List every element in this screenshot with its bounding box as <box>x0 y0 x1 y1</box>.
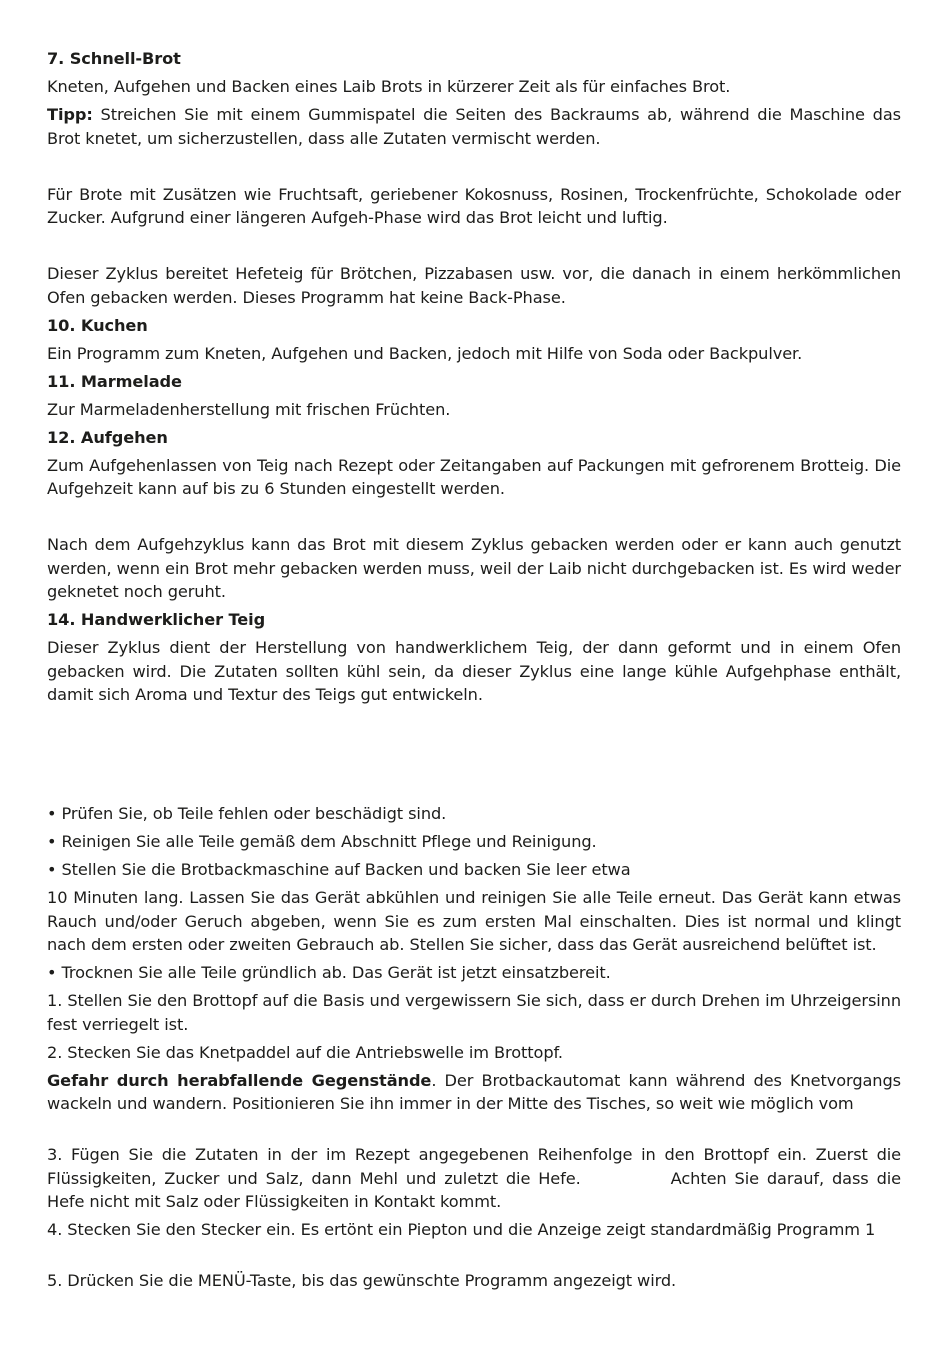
step-1: 1. Stellen Sie den Brottopf auf die Basis und vergewissern Sie sich, dass er durch Drehen im Uhrzeigersinn fest verriegelt ist. <box>47 991 901 1034</box>
bullet-empty-bake: • Stellen Sie die Brotbackmaschine auf Backen und backen Sie leer etwa <box>47 860 631 879</box>
section-heading-handwerklicher-teig: 14. Handwerklicher Teig <box>47 610 266 629</box>
section-text-kuchen: Ein Programm zum Kneten, Aufgehen und Backen, jedoch mit Hilfe von Soda oder Backpulver. <box>47 343 803 363</box>
document-page <box>47 47 901 1297</box>
step-5: 5. Drücken Sie die MENÜ-Taste, bis das gewünschte Programm angezeigt wird. <box>47 1271 677 1290</box>
tip-label: Tipp: <box>47 105 93 124</box>
bullet-dry-parts: • Trocknen Sie alle Teile gründlich ab. Das Gerät ist jetzt einsatzbereit. <box>47 963 611 982</box>
section-text-marmelade: Zur Marmeladenherstellung mit frischen Früchten. <box>47 399 451 419</box>
warning-label: Gefahr durch herabfallende Gegenstände <box>47 1070 432 1090</box>
spacer <box>47 1246 901 1269</box>
tip-text: Streichen Sie mit einem Gummispatel die Seiten des Backraums ab, während die Maschine das Brot knetet, um sicherzustellen, dass alle Zutaten vermischt werden. <box>47 105 901 148</box>
section-text-aufgehen: Zum Aufgehenlassen von Teig nach Rezept oder Zeitangaben auf Packungen mit gefrorenem Brotteig. Die Aufgehzeit kann auf bis zu 6 Stunden eingestellt werden. <box>47 455 901 498</box>
step-3-note: Achten Sie darauf, dass die Hefe nicht mit Salz oder Flüssigkeiten in Kontakt kommt. <box>47 1168 901 1211</box>
warning-paragraph <box>47 1069 901 1116</box>
section-text-handwerklicher-teig: Dieser Zyklus dient der Herstellung von handwerklichem Teig, der dann geformt und in einem Ofen gebacken wird. Die Zutaten sollten kühl sein, da dieser Zyklus eine lange kühle Aufgehphase enthält, damit sich Aroma und Textur des Teigs gut entwickeln. <box>47 638 901 704</box>
step-3 <box>47 1143 901 1214</box>
step-2: 2. Stecken Sie das Knetpaddel auf die Antriebswelle im Brottopf. <box>47 1042 563 1062</box>
section-text-dough: Dieser Zyklus bereitet Hefeteig für Brötchen, Pizzabasen usw. vor, die danach in einem herkömmlichen Ofen gebacken werden. Dieses Programm hat keine Back-Phase. <box>47 264 901 307</box>
bullet-check-parts: • Prüfen Sie, ob Teile fehlen oder beschädigt sind. <box>47 804 447 823</box>
step-3-text: 3. Fügen Sie die Zutaten in der im Rezept angegebenen Reihenfolge in den Brottopf ein. Zuerst die Flüssigkeiten, Zucker und Salz, dann Mehl und zuletzt die Hefe. <box>47 1145 901 1188</box>
step-4: 4. Stecken Sie den Stecker ein. Es ertönt ein Piepton und die Anzeige zeigt standardmäßig Programm 1 <box>47 1220 876 1239</box>
warning-text: . Der Brotbackautomat kann während des Knetvorgangs wackeln und wandern. Positionieren Sie ihn immer in der Mitte des Tisches, so weit wie möglich vom <box>47 1070 901 1113</box>
bullet-clean-parts: • Reinigen Sie alle Teile gemäß dem Abschnitt Pflege und Reinigung. <box>47 832 597 851</box>
section-heading-kuchen: 10. Kuchen <box>47 315 148 335</box>
section-heading-schnell-brot: 7. Schnell-Brot <box>47 49 181 68</box>
section-text-bake: Nach dem Aufgehzyklus kann das Brot mit diesem Zyklus gebacken werden oder er kann auch genutzt werden, wenn ein Brot mehr gebacken werden muss, weil der Laib nicht durchgebacken ist. Es wird weder geknetet noch geruht. <box>47 535 901 601</box>
spacer <box>47 1120 901 1143</box>
spacer <box>47 234 901 262</box>
spacer <box>47 711 901 802</box>
spacer <box>47 505 901 533</box>
tip-paragraph <box>47 103 901 150</box>
section-heading-marmelade: 11. Marmelade <box>47 371 182 391</box>
bullet-empty-bake-continued: 10 Minuten lang. Lassen Sie das Gerät abkühlen und reinigen Sie alle Teile erneut. Das Gerät kann etwas Rauch und/oder Geruch abgeben, wenn Sie es zum ersten Mal einschalten. Dies ist normal und klingt nach dem ersten oder zweiten Gebrauch ab. Stellen Sie sicher, dass das Gerät ausreichend belüftet ist. <box>47 888 901 954</box>
section-text-schnell-brot: Kneten, Aufgehen und Backen eines Laib Brots in kürzerer Zeit als für einfaches Brot. <box>47 77 731 96</box>
section-text-sweet-bread: Für Brote mit Zusätzen wie Fruchtsaft, geriebener Kokosnuss, Rosinen, Trockenfrüchte, Schokolade oder Zucker. Aufgrund einer längeren Aufgeh-Phase wird das Brot leicht und luftig. <box>47 184 901 227</box>
spacer <box>47 155 901 183</box>
section-heading-aufgehen: 12. Aufgehen <box>47 427 168 447</box>
